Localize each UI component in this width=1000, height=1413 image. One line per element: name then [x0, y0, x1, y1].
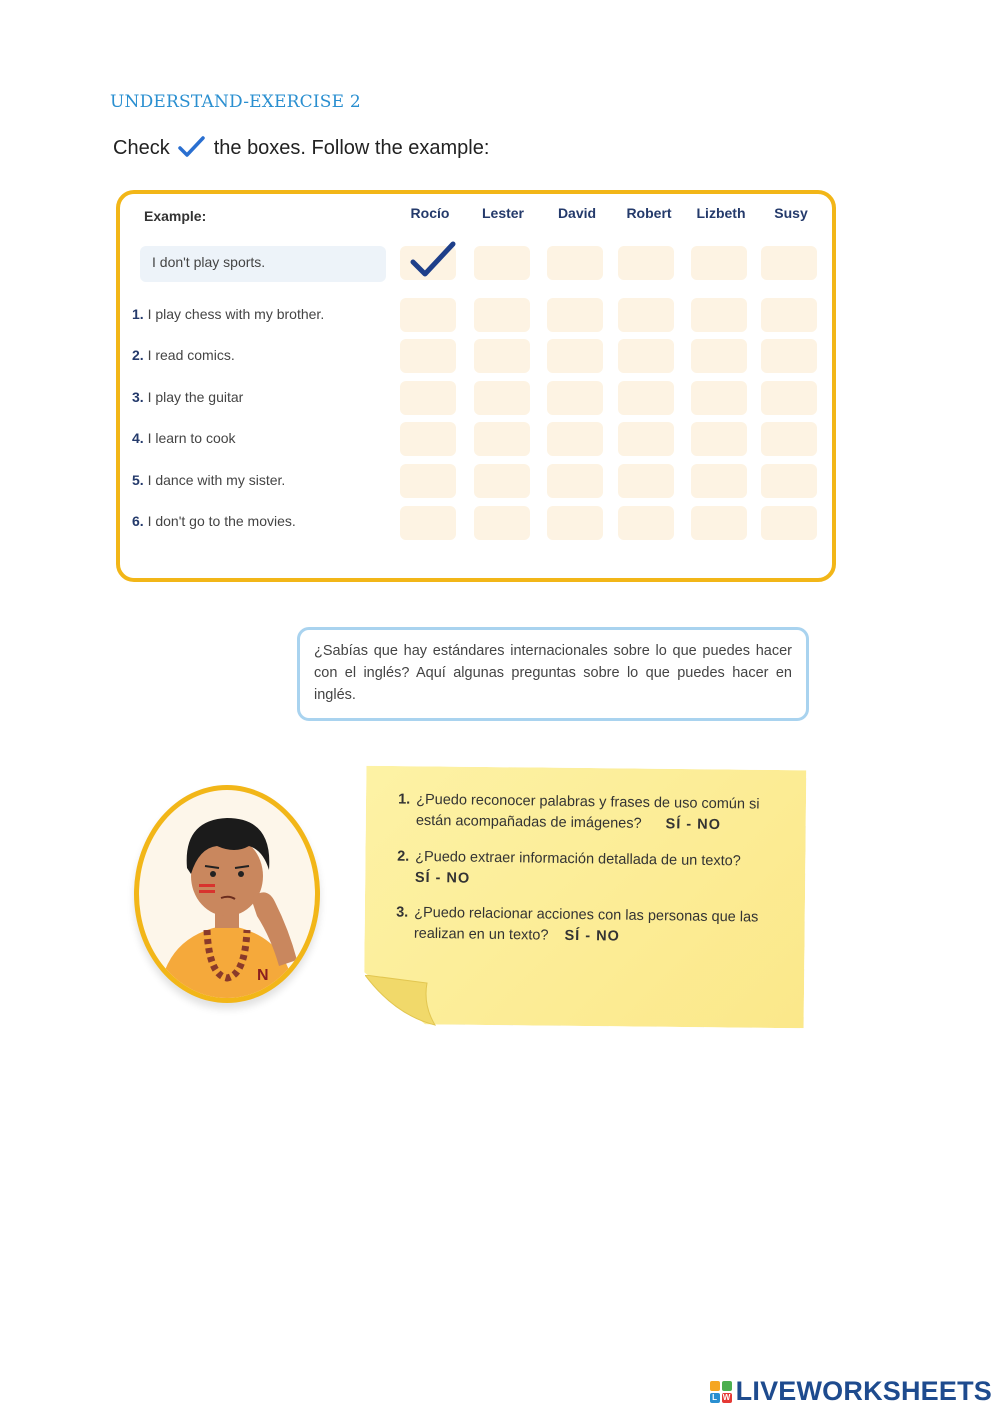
example-label: Example:	[144, 208, 207, 224]
q2-no[interactable]: NO	[446, 870, 471, 887]
row-6-checkbox-susy[interactable]	[761, 506, 817, 540]
question-3: 3. ¿Puedo relacionar acciones con las personas que las realizan en un texto? SÍ - NO	[396, 904, 759, 945]
row-4-checkbox-lizbeth[interactable]	[691, 422, 747, 456]
row-sentence-3: 3. I play the guitar	[132, 389, 244, 405]
q3-yes[interactable]: SÍ	[564, 927, 581, 945]
example-checkmark-icon	[408, 240, 458, 287]
info-box	[297, 627, 809, 721]
example-checkbox-lizbeth	[691, 246, 747, 280]
example-checkbox-lester	[474, 246, 530, 280]
row-5-checkbox-lizbeth[interactable]	[691, 464, 747, 498]
example-checkbox-susy	[761, 246, 817, 280]
q1-yes[interactable]: SÍ	[665, 816, 682, 833]
row-sentence-4: 4. I learn to cook	[132, 430, 236, 446]
column-header-lizbeth: Lizbeth	[696, 205, 746, 221]
row-4-checkbox-rocio[interactable]	[400, 422, 456, 456]
example-sentence: I don't play sports.	[152, 254, 266, 270]
row-3-checkbox-rocio[interactable]	[400, 381, 456, 415]
row-1-checkbox-david[interactable]	[547, 298, 603, 332]
row-2-checkbox-rocio[interactable]	[400, 339, 456, 373]
row-4-checkbox-lester[interactable]	[474, 422, 530, 456]
row-6-checkbox-david[interactable]	[547, 506, 603, 540]
info-text: ¿Sabías que hay estándares internacionales sobre lo que puedes hacer con el inglés? Aquí algunas preguntas sobre lo que puedes hacer en inglés.	[314, 643, 792, 703]
row-3-checkbox-robert[interactable]	[618, 381, 674, 415]
question-1: 1. ¿Puedo reconocer palabras y frases de uso común si están acompañadas de imágenes? SÍ - NO	[398, 791, 760, 833]
row-6-checkbox-lizbeth[interactable]	[691, 506, 747, 540]
row-2-checkbox-lizbeth[interactable]	[691, 339, 747, 373]
row-1-checkbox-lester[interactable]	[474, 298, 530, 332]
row-1-checkbox-susy[interactable]	[761, 298, 817, 332]
row-1-checkbox-robert[interactable]	[618, 298, 674, 332]
column-header-lester: Lester	[481, 205, 525, 221]
instruction-suffix: the boxes. Follow the example:	[213, 136, 490, 159]
row-3-checkbox-susy[interactable]	[761, 381, 817, 415]
row-4-checkbox-robert[interactable]	[618, 422, 674, 456]
row-sentence-6: 6. I don't go to the movies.	[132, 513, 296, 529]
row-4-checkbox-susy[interactable]	[761, 422, 817, 456]
column-header-david: David	[557, 205, 597, 221]
boy-illustration	[139, 790, 315, 998]
shirt-letter: N	[257, 967, 269, 984]
row-2-checkbox-robert[interactable]	[618, 339, 674, 373]
row-3-checkbox-lester[interactable]	[474, 381, 530, 415]
row-1-checkbox-lizbeth[interactable]	[691, 298, 747, 332]
q1-no[interactable]: NO	[697, 816, 722, 833]
row-5-checkbox-susy[interactable]	[761, 464, 817, 498]
row-2-checkbox-david[interactable]	[547, 339, 603, 373]
check-icon	[176, 136, 206, 160]
row-6-checkbox-rocio[interactable]	[400, 506, 456, 540]
q2-yes[interactable]: SÍ	[414, 869, 431, 887]
row-5-checkbox-lester[interactable]	[474, 464, 530, 498]
column-header-rocio: Rocío	[410, 205, 450, 221]
row-sentence-2: 2. I read comics.	[132, 347, 235, 363]
sticky-note-fold	[365, 975, 437, 1030]
row-5-checkbox-rocio[interactable]	[400, 464, 456, 498]
column-header-robert: Robert	[626, 205, 672, 221]
row-3-checkbox-david[interactable]	[547, 381, 603, 415]
question-2: 2. ¿Puedo extraer información detallada de un texto? SÍ - NO	[397, 848, 741, 887]
example-checkbox-david	[547, 246, 603, 280]
q3-no[interactable]: NO	[596, 928, 620, 945]
row-1-checkbox-rocio[interactable]	[400, 298, 456, 332]
row-2-checkbox-lester[interactable]	[474, 339, 530, 373]
row-2-checkbox-susy[interactable]	[761, 339, 817, 373]
row-sentence-5: 5. I dance with my sister.	[132, 472, 286, 488]
student-avatar	[134, 785, 320, 1003]
row-6-checkbox-robert[interactable]	[618, 506, 674, 540]
row-4-checkbox-david[interactable]	[547, 422, 603, 456]
column-header-susy: Susy	[774, 205, 808, 221]
liveworksheets-brand	[710, 1376, 992, 1407]
instruction	[113, 136, 489, 160]
row-sentence-1: 1. I play chess with my brother.	[132, 306, 325, 322]
liveworksheets-logo-icon: L W	[710, 1381, 732, 1403]
example-checkbox-robert	[618, 246, 674, 280]
row-6-checkbox-lester[interactable]	[474, 506, 530, 540]
instruction-prefix: Check	[113, 136, 170, 159]
brand-name: LIVEWORKSHEETS	[735, 1376, 992, 1406]
row-5-checkbox-david[interactable]	[547, 464, 603, 498]
row-5-checkbox-robert[interactable]	[618, 464, 674, 498]
exercise-title: UNDERSTAND-EXERCISE 2	[110, 92, 361, 112]
row-3-checkbox-lizbeth[interactable]	[691, 381, 747, 415]
